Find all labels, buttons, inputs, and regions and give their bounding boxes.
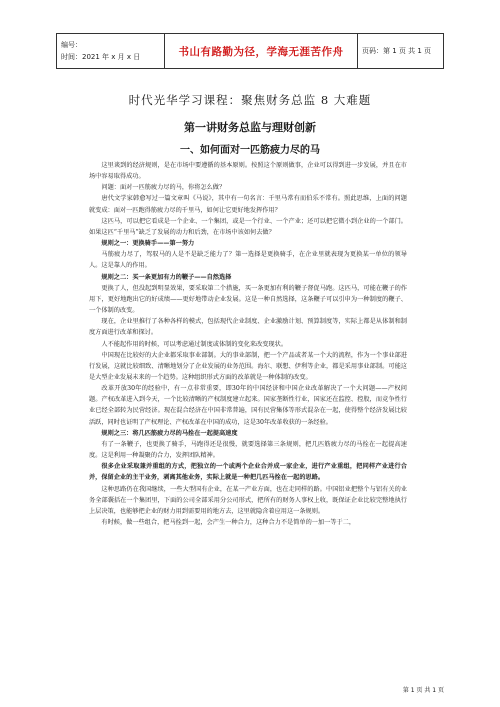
paragraph: 现在，企业里推行了各种各样的模式，包括现代企业制度、企业激励计划、预算制度等，实际上都是从体制和制度方面进行改革和探讨。 [89,318,407,337]
paragraph: 有时候，做一些组合，把马拴到一起，会产生一种合力，这种合力不是简单的一加一等于二， [101,519,356,526]
paragraph: 唐代文学家韩愈写过一篇文章叫《马说》，其中有一句名言：千里马常有而伯乐不常有。照此思维，上面的问题就变成：面对一匹跑得筋疲力尽的千里马，如何让它更好地发挥作用？ [89,195,407,214]
paragraph: 这种思路仍在我国继续，一些大型国有企业，在某一产业方面，也在走同样的路。中国铝业把整个与铝有关的业务全部囊括在一个集团里，下面的公司全部采用分公司形式，把所有的财务人事权上收，既保证企业比较完整地执行上层决策，也能够把企业的财力用到需要用的地方去，这里就隐含着应用这一条规则。 [89,485,407,515]
paragraph: 这里谈到的经济规则，是在市场中要遵循的基本原则。按照这个原则做事，企业可以得到进一步发展，并且在市场中容易取得成功。 [89,162,407,181]
rule-heading: 规则之一：更换骑手——第一努力 [101,240,195,248]
document-body [89,160,407,680]
rule-heading: 规则之二：买一条更加有力的鞭子——自然选择 [101,273,232,281]
section-heading: 一、如何面对一匹筋疲力尽的马 [180,145,320,156]
header-meta [57,34,165,69]
paragraph: 问题：面对一匹筋疲力尽的马，你将怎么做？ [101,184,226,192]
paragraph: 有了一条鞭子，也更换了骑手，马跑得还是很慢，就要选择第三条规则，把几匹筋疲力尽的马拴在一起提高速度。这是利用一种凝聚的合力，发挥团队精神。 [89,440,407,460]
paragraph: 很多企业采取兼并重组的方式，把独立的一个或两个企业合并成一家企业，进行产业重组，把同样产业进行合并，保留企业的主干业务，剥离其他业务，实际上就是一种把几匹马拴在一起的思路。 [89,463,407,482]
motto: 书山有路勤为径，学海无涯苦作舟 [165,34,358,69]
time-label: 时间：2021 年 x 月 x 日 [61,53,141,61]
paragraph: 马筋疲力尽了，驾驭马的人是不是缺乏能力了？第一选择是更换骑手，在企业里就表现为更换某一单位的领导人。这是靠人的作用。 [89,251,407,270]
id-label: 编号： [61,41,82,49]
paragraph: 这匹马，可以把它看成是一个企业、一个集团，或是一个行业、一个产业；还可以把它微小到企业的一个部门。如果这匹“千里马”缺乏了发展的动力和后劲，在市场中该如何去做？ [89,217,407,236]
document-title: 时代光华学习课程：聚焦财务总监 8 大难题 [128,93,372,107]
header-table [56,33,444,69]
page-footer: 第 1 页 共 1 页 [402,687,444,694]
lecture-heading: 第一讲财务总监与理财创新 [184,121,316,134]
paragraph: 人不能起作用的时候，可以考虑通过制度或体制的变化来改变现状。 [101,340,288,348]
paragraph: 更换了人，但没起到明显效果，要采取第二个措施，买一条更加有利的鞭子督促马跑。这匹马，可能在鞭子的作用下，更好地跑出它的好成绩——更好地带动企业发展。这是一种自然选择，这条鞭子可以引申为一种制度的鞭子、一个体制的改变。 [89,284,407,315]
paragraph: 改革开放30年的经验中，有一点非常重要，即30年的中国经济和中国企业改革解决了一个大问题——产权问题。产权改革进入到今天，一个比较清晰的产权制度建立起来。国家垄断性行业，国家还在监控、控股，而竞争性行业已经全部转为民营经济。现在混合经济在中国非常普遍，国有民营集体等形式混杂在一起，使得整个经济发展比较活跃，同时也证明了产权理论、产权改革在中国的成功，这是30年改革收获的一条经验。 [89,385,407,426]
page-label: 页码：第 1 页 共 1 页 [358,34,444,69]
rule-heading: 规则之三：将几匹筋疲力尽的马拴在一起提高速度 [101,429,238,437]
paragraph: 中国现在比较好的大企业都采取事业部制。大的事业部制，把一个产品或者某一个大的流程，作为一个事业部进行发展，这就比较细致、清晰地划分了企业发展的业务范围。海尔、联想、伊利等企业，都是采用事业部制。可能这是大型企业发展未来的一个趋势。这种组织形式方面的改革就是一种体制的改变。 [89,351,407,381]
